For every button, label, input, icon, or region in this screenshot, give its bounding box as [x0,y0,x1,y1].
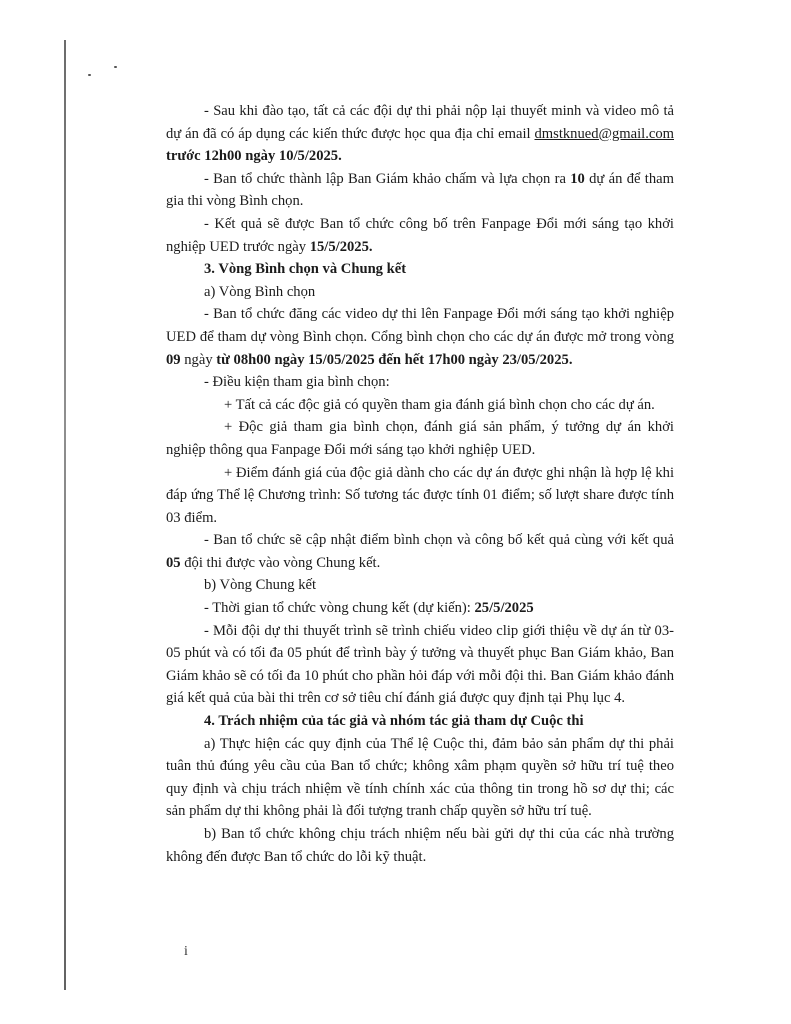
document-page [166,100,674,868]
paragraph-submission: - Sau khi đào tạo, tất cả các đội dự thi phải nộp lại thuyết minh và video mô tả dự án đã có áp dụng các kiến thức được học qua địa chỉ email dmstknued@gmail.com trước 12h00 ngày 10/5/2025. [166,103,674,165]
subheading-voting-round: a) Vòng Bình chọn [204,283,316,300]
scan-speck [114,66,117,68]
paragraph-voting-conditions: - Điều kiện tham gia bình chọn: [204,374,390,391]
paragraph-results: - Kết quả sẽ được Ban tổ chức công bố trên Fanpage Đổi mới sáng tạo khởi nghiệp UED trước ngày 15/5/2025. [166,215,674,255]
paragraph-presentation: - Mỗi đội dự thi thuyết trình sẽ trình chiếu video clip giới thiệu về dự án từ 03-05 phút và có tối đa 05 phút để trình bày ý tưởng và thuyết phục Ban Giám khảo, Ban Giám khảo sẽ có tối đa 10 phút cho phần hỏi đáp với mỗi đội thi. Ban Giám khảo đánh giá kết quả của bài thi trên cơ sở tiêu chí đánh giá được quy định tại Phụ lục 4. [166,622,674,707]
paragraph-responsibility-b: b) Ban tổ chức không chịu trách nhiệm nếu bài gửi dự thi của các nhà trường không đến được Ban tổ chức do lỗi kỹ thuật. [166,826,674,865]
paragraph-responsibility-a: a) Thực hiện các quy định của Thể lệ Cuộc thi, đảm bảo sản phẩm dự thi phải tuân thủ đúng yêu cầu của Ban tổ chức; không xâm phạm quyền sở hữu trí tuệ theo quy định và chịu trách nhiệm về tính chính xác của thông tin trong hồ sơ dự thi; các sản phẩm dự thi không phải là đối tượng tranh chấp quyền sở hữu trí tuệ. [166,735,674,820]
subheading-final-round: b) Vòng Chung kết [204,577,317,594]
paragraph-announce-finalists: - Ban tổ chức sẽ cập nhật điểm bình chọn và công bố kết quả cùng với kết quả 05 đội thi được vào vòng Chung kết. [166,532,674,571]
scan-left-edge [64,40,66,990]
page-footer-mark: i [184,944,188,959]
scan-speck [88,74,91,76]
email-link[interactable]: dmstknued@gmail.com [534,125,674,142]
voting-date-range: từ 08h00 ngày 15/05/2025 đến hết 17h00 ngày 23/05/2025. [216,351,573,368]
submission-deadline: trước 12h00 ngày 10/5/2025. [166,148,342,165]
paragraph-final-date: - Thời gian tổ chức vòng chung kết (dự kiến): 25/5/2025 [204,600,534,617]
list-item: + Tất cả các độc giả có quyền tham gia đánh giá bình chọn cho các dự án. [224,396,655,413]
list-item: + Độc giả tham gia bình chọn, đánh giá sản phẩm, ý tưởng dự án khởi nghiệp thông qua Fanpage Đổi mới sáng tạo khởi nghiệp UED. [166,419,674,458]
paragraph-voting-portal: - Ban tổ chức đăng các video dự thi lên Fanpage Đổi mới sáng tạo khởi nghiệp UED để tham dự vòng Bình chọn. Cổng bình chọn cho các dự án được mở trong vòng 09 ngày từ 08h00 ngày 15/05/2025 đến hết 17h00 ngày 23/05/2025. [166,306,674,368]
section-heading-4: 4. Trách nhiệm của tác giả và nhóm tác giả tham dự Cuộc thi [204,713,584,730]
section-heading-3: 3. Vòng Bình chọn và Chung kết [204,261,407,278]
paragraph-jury: - Ban tổ chức thành lập Ban Giám khảo chấm và lựa chọn ra 10 dự án để tham gia thi vòng Bình chọn. [166,170,674,210]
list-item: + Điểm đánh giá của độc giả dành cho các dự án được ghi nhận là hợp lệ khi đáp ứng Thể lệ Chương trình: Số tương tác được tính 01 điểm; số lượt share được tính 03 điểm. [166,464,674,526]
